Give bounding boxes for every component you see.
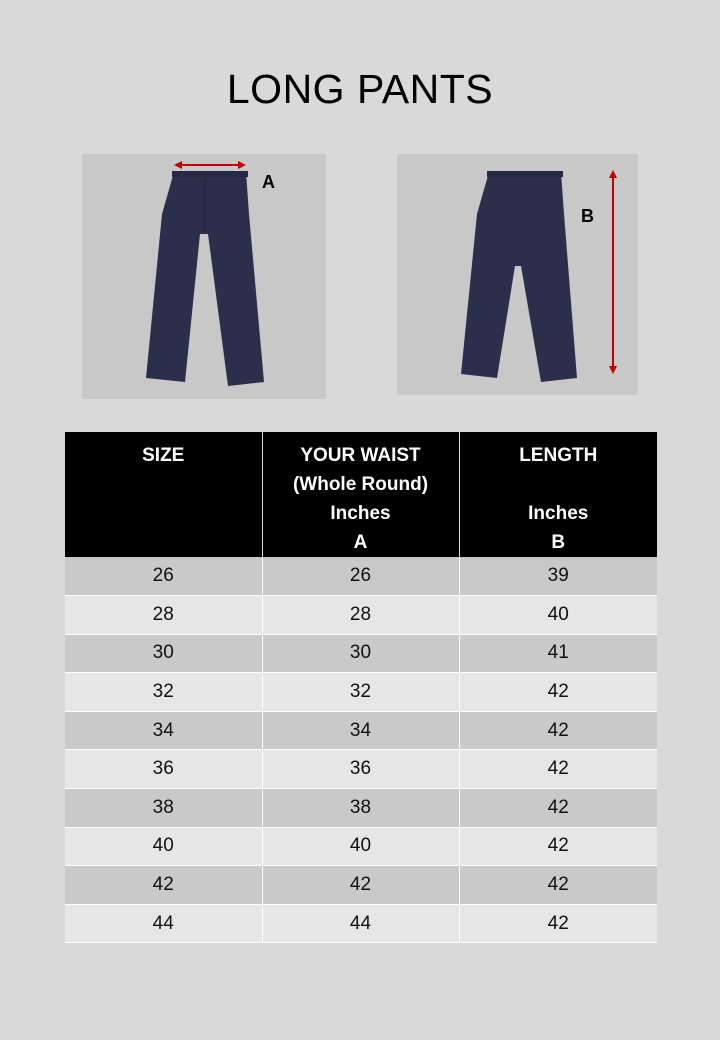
cell-length: 42 — [459, 673, 657, 712]
header-waist: YOUR WAIST (Whole Round) Inches A — [262, 432, 459, 557]
table-row — [65, 673, 657, 712]
cell-size: 30 — [65, 634, 262, 673]
cell-size: 36 — [65, 750, 262, 789]
table-row — [65, 904, 657, 943]
cell-waist: 28 — [262, 596, 459, 635]
marker-b: B — [581, 206, 594, 226]
cell-length: 42 — [459, 904, 657, 943]
pants-back-illustration — [397, 154, 638, 395]
cell-length: 41 — [459, 634, 657, 673]
cell-waist: 36 — [262, 750, 459, 789]
size-chart-table — [65, 432, 657, 943]
cell-length: 40 — [459, 596, 657, 635]
table-row — [65, 789, 657, 828]
cell-length: 42 — [459, 866, 657, 905]
length-arrow-icon — [609, 170, 617, 374]
cell-waist: 44 — [262, 904, 459, 943]
table-row — [65, 596, 657, 635]
header-length: LENGTH Inches B — [459, 432, 657, 557]
pants-back-image — [397, 154, 638, 395]
cell-size: 34 — [65, 711, 262, 750]
table-row — [65, 557, 657, 596]
cell-size: 40 — [65, 827, 262, 866]
cell-size: 38 — [65, 789, 262, 828]
cell-size: 28 — [65, 596, 262, 635]
table-header-row — [65, 432, 657, 557]
table-row — [65, 711, 657, 750]
header-size: SIZE — [65, 432, 262, 557]
table-row — [65, 827, 657, 866]
marker-a: A — [262, 172, 275, 192]
cell-length: 39 — [459, 557, 657, 596]
pants-front-illustration — [82, 154, 326, 399]
cell-waist: 26 — [262, 557, 459, 596]
page-title: LONG PANTS — [226, 66, 494, 112]
cell-waist: 30 — [262, 634, 459, 673]
table-row — [65, 634, 657, 673]
waist-arrow-icon — [174, 161, 246, 169]
table-row — [65, 750, 657, 789]
cell-length: 42 — [459, 750, 657, 789]
cell-size: 44 — [65, 904, 262, 943]
cell-size: 42 — [65, 866, 262, 905]
cell-length: 42 — [459, 711, 657, 750]
cell-size: 32 — [65, 673, 262, 712]
cell-waist: 40 — [262, 827, 459, 866]
cell-size: 26 — [65, 557, 262, 596]
cell-waist: 42 — [262, 866, 459, 905]
table-row — [65, 866, 657, 905]
pants-front-image — [82, 154, 326, 399]
cell-length: 42 — [459, 789, 657, 828]
cell-waist: 32 — [262, 673, 459, 712]
cell-length: 42 — [459, 827, 657, 866]
cell-waist: 34 — [262, 711, 459, 750]
cell-waist: 38 — [262, 789, 459, 828]
